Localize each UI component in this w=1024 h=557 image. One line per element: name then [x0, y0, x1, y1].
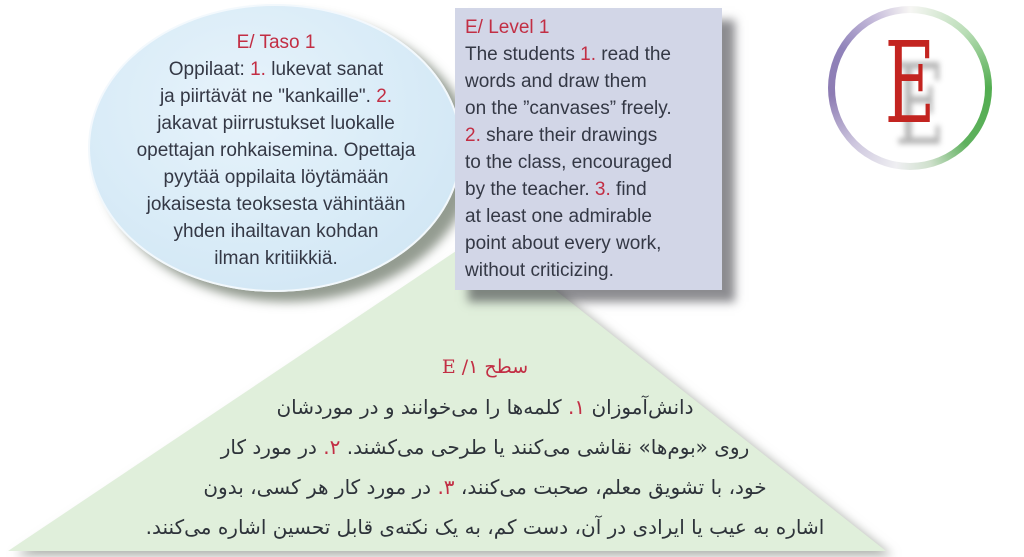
text-line: ilman kritiikkiä. [214, 248, 338, 269]
text-line: point about every work, [465, 233, 662, 254]
english-heading: E/ Level 1 [465, 17, 550, 38]
text-line: opettajan rohkaisemina. Opettaja [136, 140, 416, 161]
text-line: ja piirtävät ne "kankaille". 2. [159, 86, 393, 107]
text-line: The students 1. read the [465, 44, 671, 65]
text-line: at least one admirable [465, 206, 652, 227]
text-line: by the teacher. 3. find [465, 179, 647, 200]
text-line: pyytää oppilaita löytämään [163, 167, 389, 188]
text-line: jakavat piirrustukset luokalle [157, 113, 395, 134]
text-line: خود، با تشویق معلم، صحبت می‌کنند، ۳. در مورد کار هر کسی، بدون [203, 475, 767, 499]
text-line: 2. share their drawings [465, 125, 658, 146]
finnish-heading: E/ Taso 1 [236, 32, 316, 53]
letter-badge-ring [828, 6, 992, 170]
text-line: words and draw them [465, 71, 647, 92]
text-line: سطح ۱/ E [441, 356, 529, 378]
text-line: without criticizing. [465, 260, 614, 281]
persian-text-block [10, 347, 960, 547]
text-line: on the ”canvases” freely. [465, 98, 672, 119]
text-line: روی «بوم‌ها» نقاشی می‌کنند یا طرحی می‌کشند. ۲. در مورد کار [220, 435, 750, 459]
letter-badge-e: E [884, 19, 936, 149]
text-line: yhden ihailtavan kohdan [173, 221, 379, 242]
finnish-text-block [108, 29, 444, 272]
persian-body [10, 387, 960, 547]
text-line: to the class, encouraged [465, 152, 673, 173]
english-body [465, 41, 716, 284]
text-line: دانش‌آموزان ۱. کلمه‌ها را می‌خوانند و در موردشان [276, 395, 694, 419]
english-card [455, 8, 722, 290]
text-line: Oppilaat: 1. lukevat sanat [168, 59, 384, 80]
text-line: اشاره به عیب یا ایرادی در آن، دست کم، به یک نکته‌ی قابل تحسین اشاره می‌کنند. [145, 515, 825, 539]
text-line: jokaisesta teoksesta vähintään [146, 194, 406, 215]
finnish-body [108, 56, 444, 272]
persian-heading [10, 347, 960, 387]
